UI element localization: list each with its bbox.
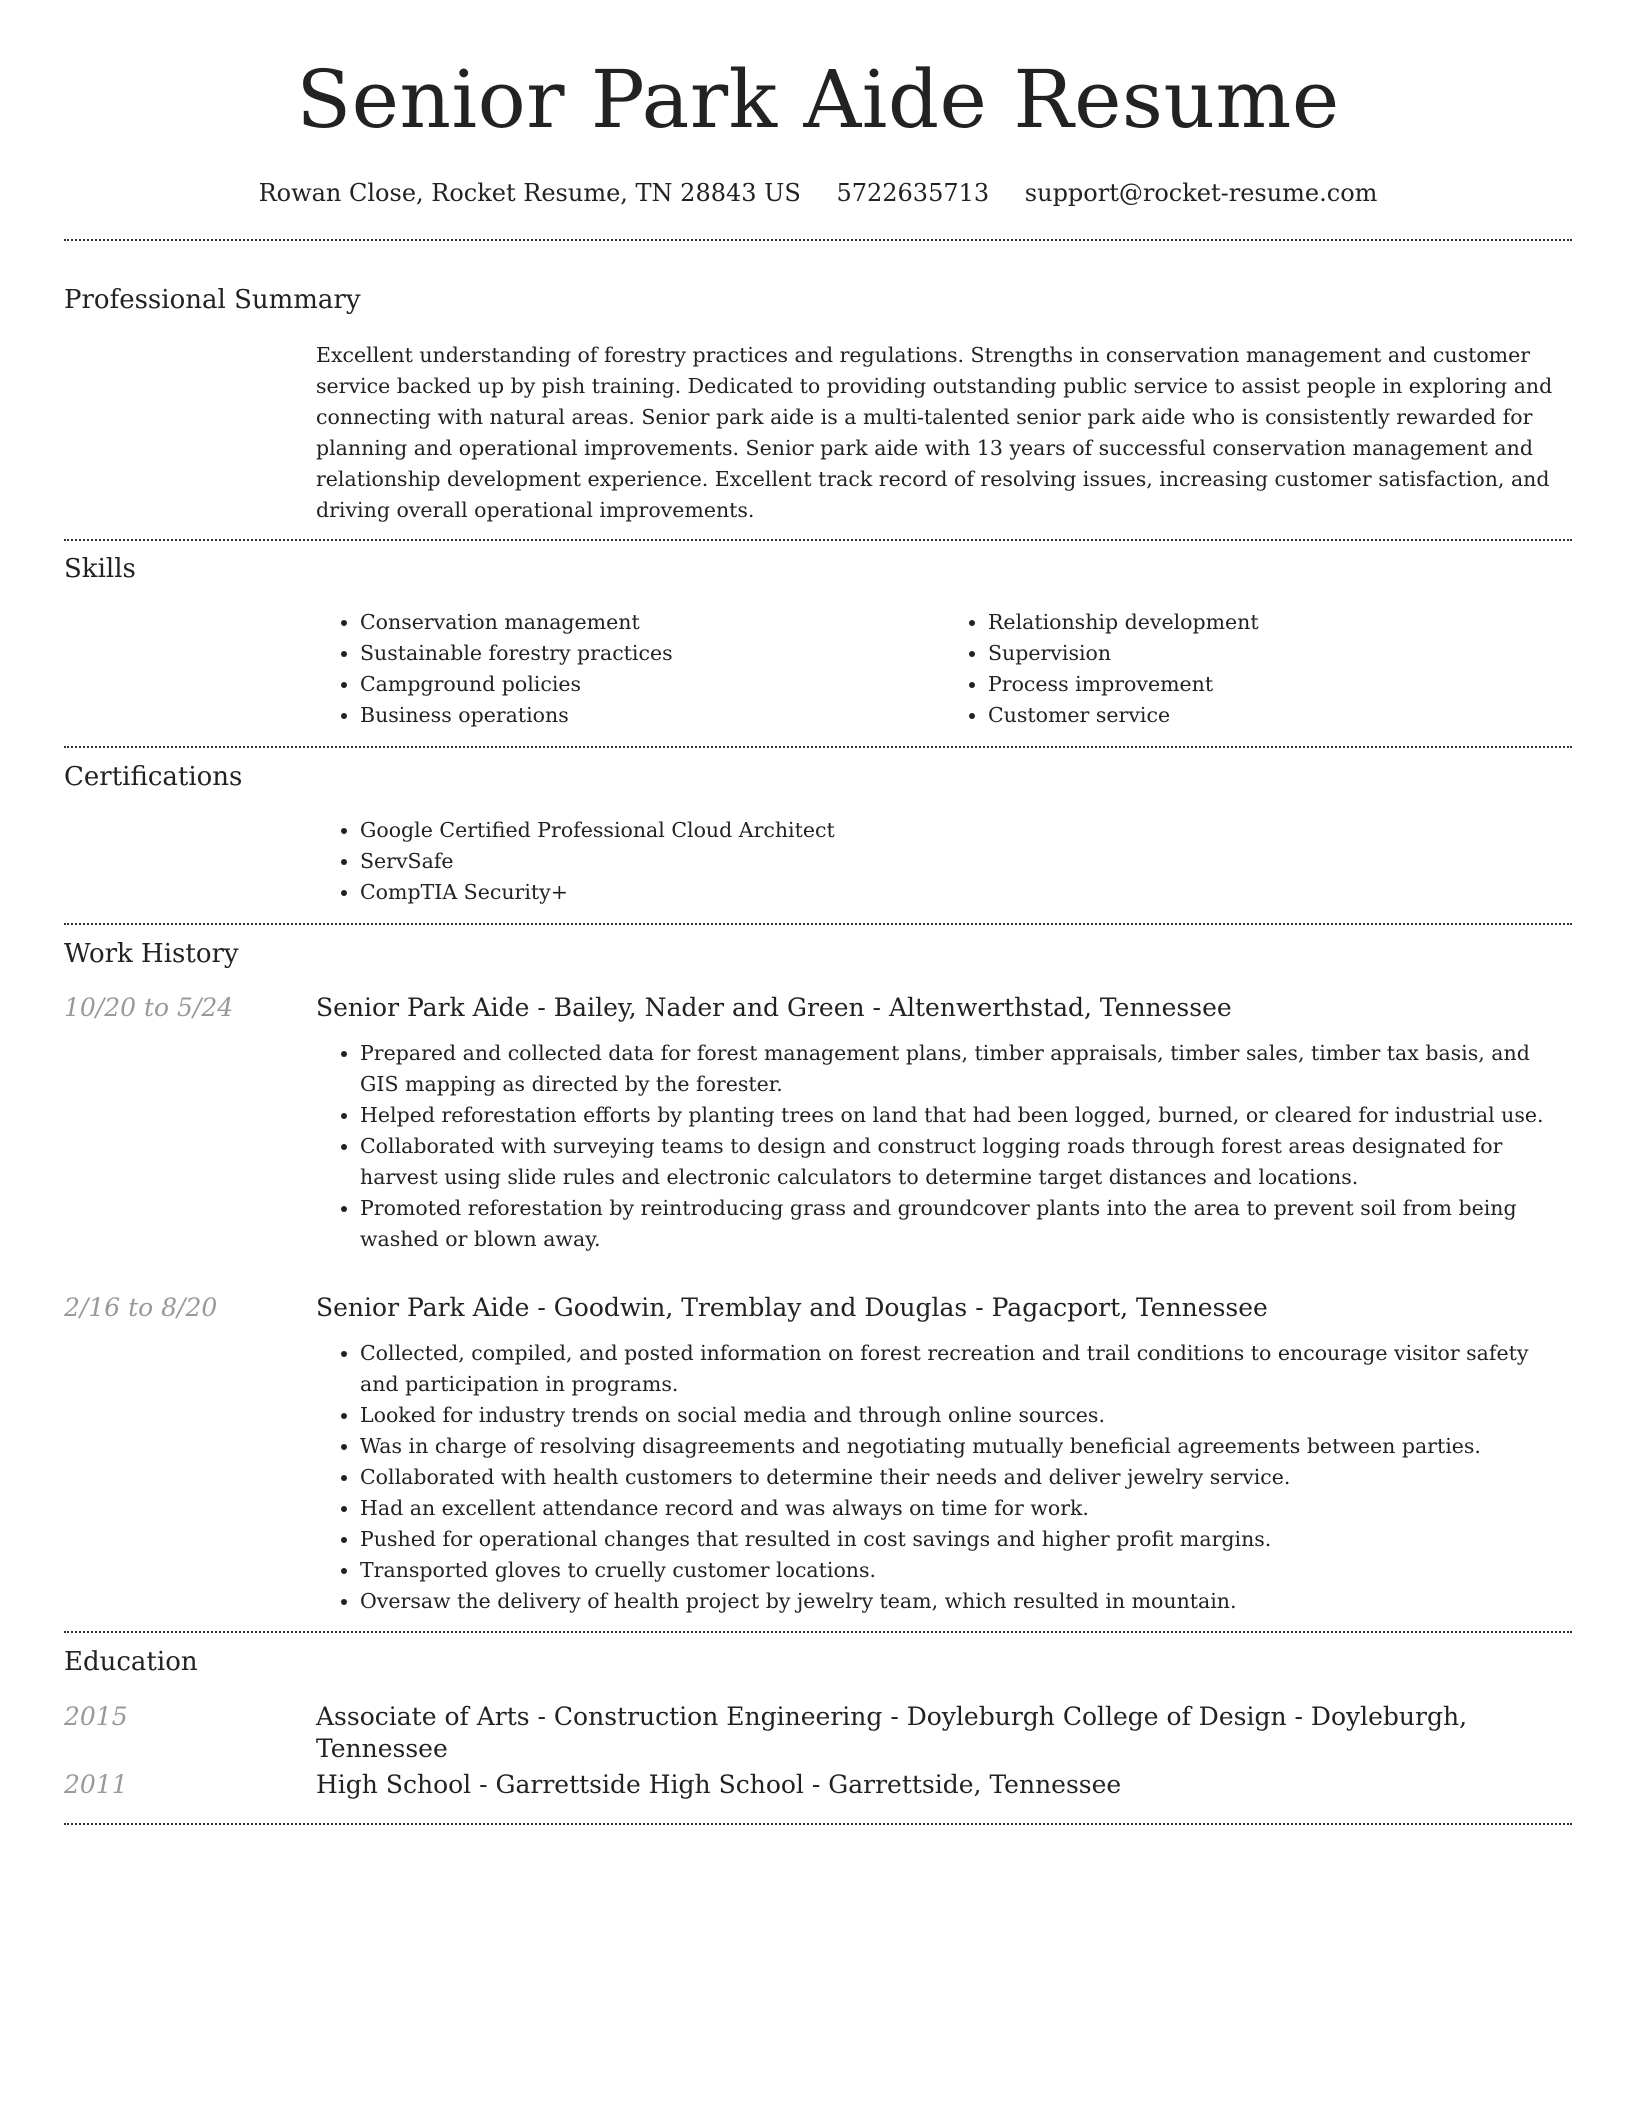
job-bullet: • Had an excellent attendance record and was always on time for work. (360, 1493, 1572, 1524)
education-entry: High School - Garrettside High School - Garrettside, Tennessee (316, 1770, 1122, 1799)
skill-item: • Campground policies (360, 669, 944, 700)
summary-block (316, 340, 1572, 526)
job-bullet: • Oversaw the delivery of health project by jewelry team, which resulted in mountain. (360, 1586, 1572, 1617)
skill-item: • Process improvement (988, 669, 1572, 700)
section-heading-work: Work History (64, 939, 239, 969)
certifications-list (316, 815, 1572, 908)
skills-block (316, 607, 1572, 731)
skills-column-1 (316, 607, 944, 731)
divider (64, 239, 1572, 241)
resume-page (64, 0, 1572, 1799)
job-bullets (316, 1338, 1572, 1617)
job-dates: 10/20 to 5/24 (64, 993, 234, 1022)
education-year: 2011 (64, 1770, 128, 1799)
job-bullet: • Was in charge of resolving disagreements and negotiating mutually beneficial agreements between parties. (360, 1431, 1572, 1462)
contact-email: support@rocket-resume.com (1024, 179, 1378, 207)
job-bullet: • Pushed for operational changes that resulted in cost savings and higher profit margins. (360, 1524, 1572, 1555)
job-bullet: • Collaborated with health customers to determine their needs and deliver jewelry service. (360, 1462, 1572, 1493)
section-heading-skills: Skills (64, 554, 136, 584)
skill-item: • Supervision (988, 638, 1572, 669)
divider (64, 746, 1572, 748)
job-bullet: • Promoted reforestation by reintroducing grass and groundcover plants into the area to prevent soil from being washed or blown away. (360, 1193, 1572, 1255)
job-bullets (316, 1038, 1572, 1255)
job-bullet: • Looked for industry trends on social media and through online sources. (360, 1400, 1572, 1431)
job-title: Senior Park Aide - Bailey, Nader and Green - Altenwerthstad, Tennessee (316, 993, 1232, 1022)
job-bullet: • Collaborated with surveying teams to design and construct logging roads through forest areas designated for harvest using slide rules and electronic calculators to determine target distances and locations. (360, 1131, 1572, 1193)
skill-item: • Business operations (360, 700, 944, 731)
skill-item: • Customer service (988, 700, 1572, 731)
certifications-block (316, 815, 1572, 908)
divider (64, 1823, 1572, 1825)
contact-phone: 5722635713 (836, 179, 990, 207)
skills-column-2 (944, 607, 1572, 731)
job-dates: 2/16 to 8/20 (64, 1293, 218, 1322)
skill-item: • Sustainable forestry practices (360, 638, 944, 669)
divider (64, 1631, 1572, 1633)
divider (64, 539, 1572, 541)
skill-item: • Relationship development (988, 607, 1572, 638)
certification-item: • CompTIA Security+ (360, 877, 1572, 908)
contact-address: Rowan Close, Rocket Resume, TN 28843 US (258, 179, 801, 207)
resume-title: Senior Park Aide Resume (296, 53, 1340, 146)
job-entry (316, 992, 1572, 1255)
section-heading-education: Education (64, 1647, 198, 1677)
divider (64, 923, 1572, 925)
summary-text: Excellent understanding of forestry practices and regulations. Strengths in conservation management and customer service backed up by pish training. Dedicated to providing outstanding public service to assist people in exploring and connecting with natural areas. Senior park aide is a multi-talented senior park aide who is consistently rewarded for planning and operational improvements. Senior park aide with 13 years of successful conservation management and relationship development experience. Excellent track record of resolving issues, increasing customer satisfaction, and driving overall operational improvements. (316, 343, 1553, 522)
section-heading-certifications: Certifications (64, 762, 243, 792)
contact-line (64, 178, 1572, 208)
education-year: 2015 (64, 1702, 128, 1731)
certification-item: • ServSafe (360, 846, 1572, 877)
job-bullet: • Prepared and collected data for forest management plans, timber appraisals, timber sales, timber tax basis, and GIS mapping as directed by the forester. (360, 1038, 1572, 1100)
job-bullet: • Transported gloves to cruelly customer locations. (360, 1555, 1572, 1586)
job-entry (316, 1292, 1572, 1617)
job-bullet: • Helped reforestation efforts by planting trees on land that had been logged, burned, or cleared for industrial use. (360, 1100, 1572, 1131)
skill-item: • Conservation management (360, 607, 944, 638)
education-entry: Associate of Arts - Construction Engineering - Doyleburgh College of Design - Doyleburgh, Tennessee (316, 1702, 1468, 1763)
job-bullet: • Collected, compiled, and posted information on forest recreation and trail conditions to encourage visitor safety and participation in programs. (360, 1338, 1572, 1400)
job-title: Senior Park Aide - Goodwin, Tremblay and Douglas - Pagacport, Tennessee (316, 1293, 1268, 1322)
certification-item: • Google Certified Professional Cloud Architect (360, 815, 1572, 846)
section-heading-summary: Professional Summary (64, 285, 361, 315)
